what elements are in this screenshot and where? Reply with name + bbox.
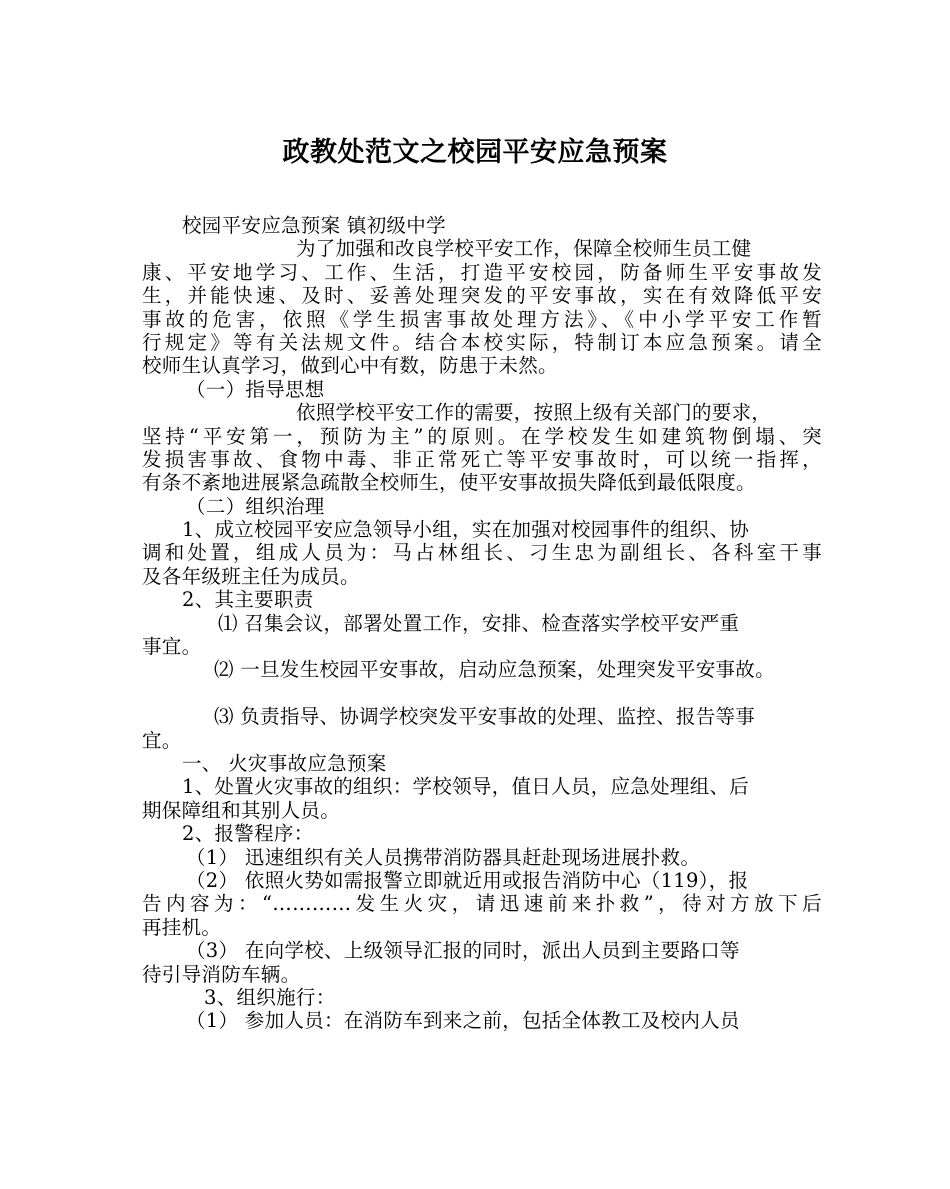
subtitle-line: 校园平安应急预案 镇初级中学 (182, 214, 446, 237)
paragraph-line: 1、处置火灾事故的组织：学校领导，值日人员，应急处理组、后 (182, 775, 750, 799)
paragraph-line: 宜。 (142, 728, 182, 752)
paragraph-line: 期保障组和其别人员。 (142, 798, 341, 822)
section-heading: 3、组织施行： (204, 985, 336, 1009)
paragraph-line: 1、成立校园平安应急领导小组，实在加强对校园事件的组织、协 (182, 518, 750, 542)
paragraph-line: 为了加强和改良学校平安工作，保障全校师生员工健 (296, 237, 752, 261)
paragraph-line: 依照学校平安工作的需要，按照上级有关部门的要求， (296, 401, 772, 425)
paragraph-line: 校师生认真学习，做到心中有数，防患于未然。 (142, 354, 558, 378)
document-title: 政教处范文之校园平安应急预案 (282, 137, 668, 168)
paragraph-line: 调和处置，组成人员为：马占林组长、刁生忠为副组长、各科室干事 (142, 541, 822, 565)
paragraph-line: （1） 迅速组织有关人员携带消防器具赶赴现场进展扑救。 (186, 845, 701, 869)
paragraph-line: 及各年级班主任为成员。 (142, 564, 360, 588)
paragraph-line: 告内容为：“…………发生火灾，请迅速前来扑救”，待对方放下后 (142, 892, 822, 916)
paragraph-line: ⑴ 召集会议，部署处置工作，安排、检查落实学校平安严重 (218, 611, 740, 635)
paragraph-line: （3） 在向学校、上级领导汇报的同时，派出人员到主要路口等 (186, 939, 740, 963)
paragraph-line: 事宜。 (142, 635, 202, 659)
paragraph-line: （1） 参加人员：在消防车到来之前，包括全体教工及校内人员 (186, 1009, 740, 1033)
paragraph-line: 发损害事故、食物中毒、非正常死亡等平安事故时，可以统一指挥， (142, 447, 822, 471)
paragraph-line: （2） 依照火势如需报警立即就近用或报告消防中心（119），报 (186, 868, 749, 892)
paragraph-line: 生，并能快速、及时、妥善处理突发的平安事故，实在有效降低平安 (142, 284, 822, 308)
paragraph-line: 再挂机。 (142, 915, 222, 939)
paragraph-line: 有条不紊地进展紧急疏散全校师生，使平安事故损失降低到最低限度。 (142, 471, 756, 495)
section-heading: （一）指导思想 (186, 377, 325, 401)
section-heading: 一、 火灾事故应急预案 (182, 751, 387, 775)
section-heading: （二）组织治理 (186, 494, 325, 518)
section-heading: 2、报警程序： (182, 822, 314, 846)
paragraph-line: 行规定》等有关法规文件。结合本校实际，特制订本应急预案。请全 (142, 330, 822, 354)
blank-line (142, 682, 822, 705)
paragraph-line: ⑶ 负责指导、协调学校突发平安事故的处理、监控、报告等事 (214, 705, 756, 729)
paragraph-line: 坚持“平安第一，预防为主”的原则。在学校发生如建筑物倒塌、突 (142, 424, 822, 448)
paragraph-line: 待引导消防车辆。 (142, 962, 301, 986)
paragraph-line: 事故的危害，依照《学生损害事故处理方法》、《中小学平安工作暂 (142, 307, 822, 331)
paragraph-line: 康、平安地学习、工作、生活，打造平安校园，防备师生平安事故发 (142, 260, 822, 284)
paragraph-line: ⑵ 一旦发生校园平安事故，启动应急预案，处理突发平安事故。 (214, 658, 775, 682)
section-heading: 2、其主要职责 (182, 588, 314, 612)
document-body (142, 214, 822, 1033)
